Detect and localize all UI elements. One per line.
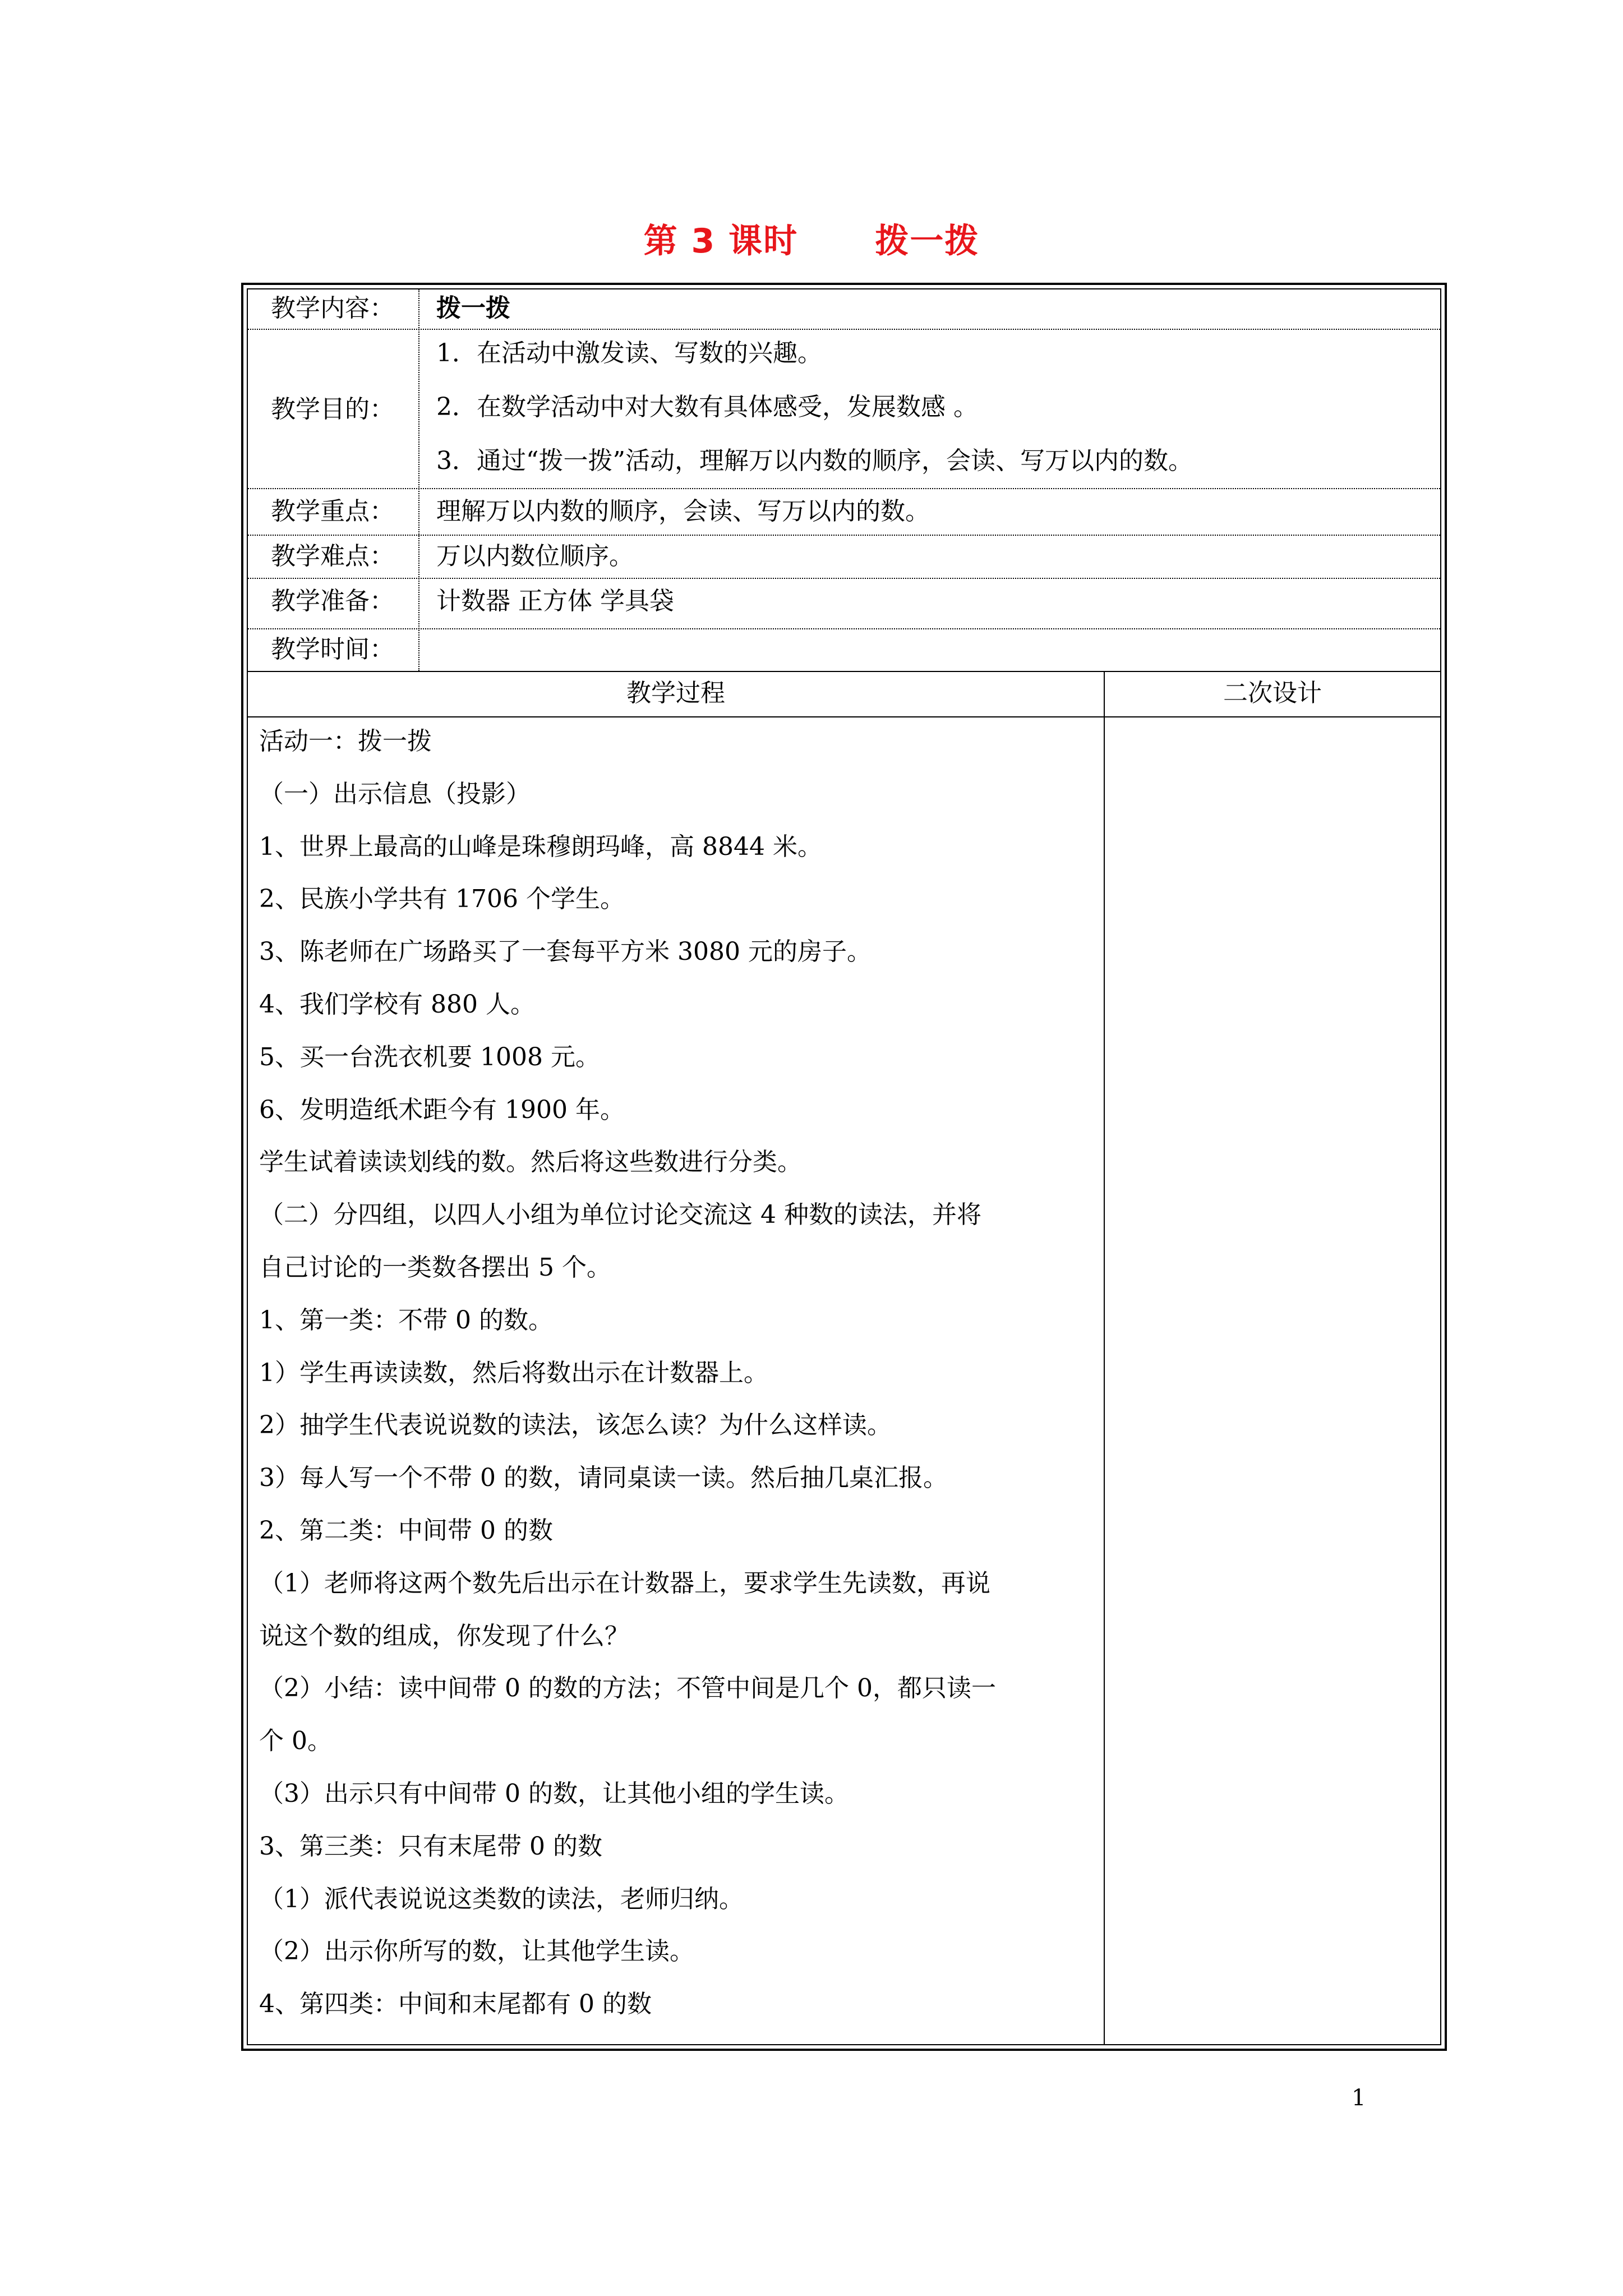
- process-column-divider: [1104, 671, 1105, 2044]
- row-divider: [248, 535, 1440, 536]
- process-line: 学生试着读读划线的数。然后将这些数进行分类。: [259, 1148, 802, 1177]
- key-label: 教学重点：: [271, 497, 394, 526]
- time-label: 教学时间：: [271, 635, 394, 664]
- process-line: 3、第三类：只有末尾带 0 的数: [259, 1832, 602, 1861]
- row-divider: [248, 628, 1440, 629]
- process-line: 1、世界上最高的山峰是珠穆朗玛峰，高 8844 米。: [259, 832, 822, 861]
- process-line: （2）小结：读中间带 0 的数的方法；不管中间是几个 0，都只读一: [259, 1674, 996, 1703]
- process-line: （3）出示只有中间带 0 的数，让其他小组的学生读。: [259, 1779, 849, 1808]
- label-column-divider: [418, 289, 419, 671]
- process-column-header: 教学过程: [626, 679, 725, 707]
- goal-item: 3．通过“拨一拨”活动，理解万以内数的顺序，会读、写万以内的数。: [436, 447, 1193, 475]
- difficulty-label: 教学难点：: [271, 542, 394, 570]
- process-line: （一）出示信息（投影）: [259, 779, 531, 808]
- row-divider: [248, 716, 1440, 717]
- key-value: 理解万以内数的顺序，会读、写万以内的数。: [436, 497, 930, 526]
- process-line: 2、民族小学共有 1706 个学生。: [259, 885, 625, 914]
- process-line: 3、陈老师在广场路买了一套每平方米 3080 元的房子。: [259, 937, 872, 967]
- prep-value: 计数器 正方体 学具袋: [436, 587, 674, 615]
- goal-item: 2．在数学活动中对大数有具体感受，发展数感 。: [436, 393, 978, 421]
- row-divider: [248, 671, 1440, 672]
- process-line: 4、第四类：中间和末尾都有 0 的数: [259, 1990, 652, 2019]
- process-line: 自己讨论的一类数各摆出 5 个。: [259, 1253, 611, 1282]
- content-label: 教学内容：: [271, 294, 394, 323]
- process-line: （2）出示你所写的数，让其他学生读。: [259, 1937, 694, 1966]
- process-line: 活动一：拨一拨: [259, 727, 432, 756]
- row-divider: [248, 329, 1440, 330]
- process-line: 说这个数的组成，你发现了什么？: [259, 1621, 629, 1650]
- process-line: （1）老师将这两个数先后出示在计数器上，要求学生先读数，再说: [259, 1568, 990, 1598]
- row-divider: [248, 488, 1440, 489]
- redesign-column-header: 二次设计: [1223, 679, 1322, 707]
- process-line: 5、买一台洗衣机要 1008 元。: [259, 1042, 600, 1071]
- process-line: 4、我们学校有 880 人。: [259, 990, 535, 1019]
- difficulty-value: 万以内数位顺序。: [436, 542, 634, 570]
- process-line: （1）派代表说说这类数的读法，老师归纳。: [259, 1884, 744, 1913]
- process-line: （二）分四组，以四人小组为单位讨论交流这 4 种数的读法，并将: [259, 1200, 981, 1230]
- page-number: 1: [1352, 2085, 1366, 2111]
- page-title: 第 3 课时 拨一拨: [643, 222, 980, 261]
- process-line: 2、第二类：中间带 0 的数: [259, 1516, 553, 1545]
- row-divider: [248, 578, 1440, 579]
- process-line: 3）每人写一个不带 0 的数，请同桌读一读。然后抽几桌汇报。: [259, 1464, 948, 1493]
- process-line: 1、第一类：不带 0 的数。: [259, 1305, 553, 1335]
- goal-label: 教学目的：: [271, 395, 394, 424]
- goal-item: 1．在活动中激发读、写数的兴趣。: [436, 339, 822, 367]
- prep-label: 教学准备：: [271, 587, 394, 615]
- process-line: 6、发明造纸术距今有 1900 年。: [259, 1095, 625, 1124]
- process-line: 个 0。: [259, 1727, 332, 1756]
- process-line: 2）抽学生代表说说数的读法，该怎么读？为什么这样读。: [259, 1411, 892, 1440]
- process-line: 1）学生再读读数，然后将数出示在计数器上。: [259, 1358, 768, 1387]
- content-value: 拨一拨: [436, 294, 510, 323]
